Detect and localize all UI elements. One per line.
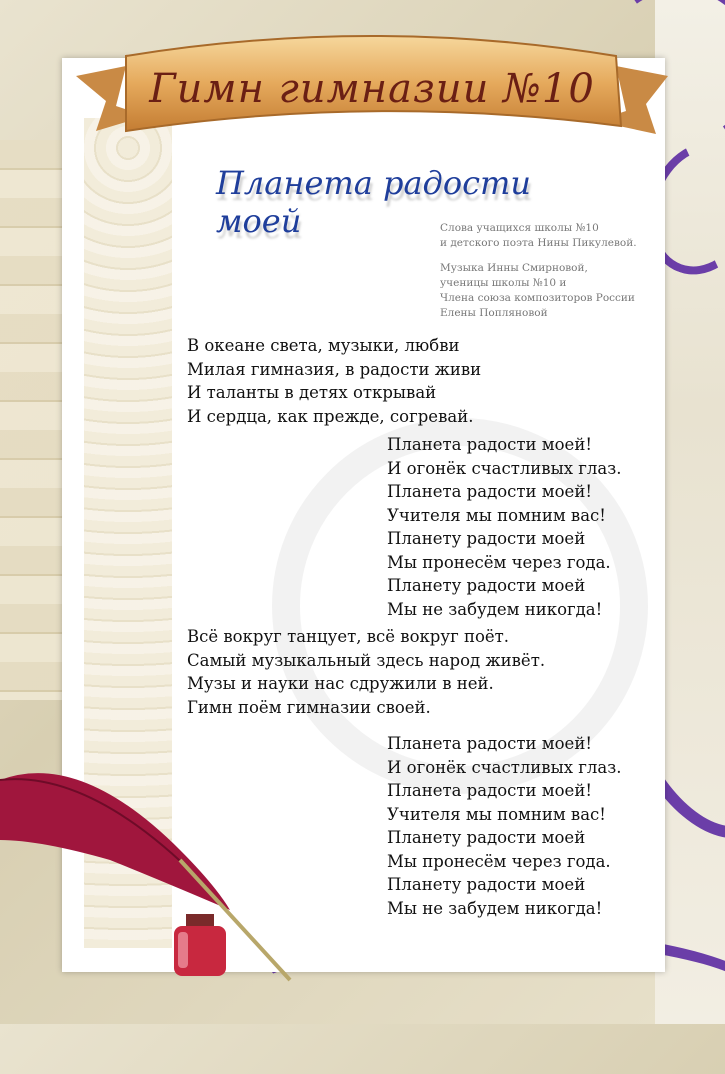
chorus-line: Учителя мы помним вас! xyxy=(387,505,606,525)
chorus-line: Мы пронесём через года. xyxy=(387,552,611,572)
chorus-line: Учителя мы помним вас! xyxy=(387,804,606,824)
verse-line: Милая гимназия, в радости живи xyxy=(187,359,482,379)
quill-icon xyxy=(0,760,310,1000)
verse-1 xyxy=(187,334,481,428)
chorus-line: Мы не забудем никогда! xyxy=(387,898,603,918)
chorus-line: Планету радости моей xyxy=(387,529,586,548)
banner-title: Гимн гимназии №10 xyxy=(149,66,595,112)
inkwell-icon xyxy=(168,910,232,980)
song-title: Планета радости моей xyxy=(216,164,531,240)
verse-line: В океане света, музыки, любви xyxy=(187,336,460,355)
verse-line: Самый музыкальный здесь народ живёт. xyxy=(187,650,546,670)
music-credit: Музыка Инны Смирновой, ученицы школы №10 и Члена союза композиторов России Елены Попляновой xyxy=(440,262,635,319)
lyrics-credit: Слова учащихся школы №10 и детского поэта Нины Пикулевой. xyxy=(440,222,637,249)
verse-2 xyxy=(187,625,545,719)
chorus-line: И огонёк счастливых глаз. xyxy=(387,458,622,478)
chorus-line: И огонёк счастливых глаз. xyxy=(387,757,622,777)
verse-line: Гимн поём гимназии своей. xyxy=(187,697,431,717)
chorus-line: Планета радости моей! xyxy=(387,435,592,454)
credits xyxy=(440,221,670,331)
chorus-line: Планета радости моей! xyxy=(387,482,592,501)
chorus-line: Мы пронесём через года. xyxy=(387,851,611,871)
chorus-line: Планету радости моей xyxy=(387,875,586,894)
chorus-2 xyxy=(387,732,621,920)
chorus-1 xyxy=(387,433,621,621)
chorus-line: Планета радости моей! xyxy=(387,734,592,753)
verse-line: И сердца, как прежде, согревай. xyxy=(187,406,474,426)
verse-line: Всё вокруг танцует, всё вокруг поёт. xyxy=(187,627,510,646)
chorus-line: Мы не забудем никогда! xyxy=(387,599,603,619)
chorus-line: Планету радости моей xyxy=(387,576,586,595)
verse-line: И таланты в детях открывай xyxy=(187,383,437,402)
title-banner xyxy=(56,16,688,154)
chorus-line: Планета радости моей! xyxy=(387,781,592,800)
chorus-line: Планету радости моей xyxy=(387,828,586,847)
verse-line: Музы и науки нас сдружили в ней. xyxy=(187,674,494,693)
